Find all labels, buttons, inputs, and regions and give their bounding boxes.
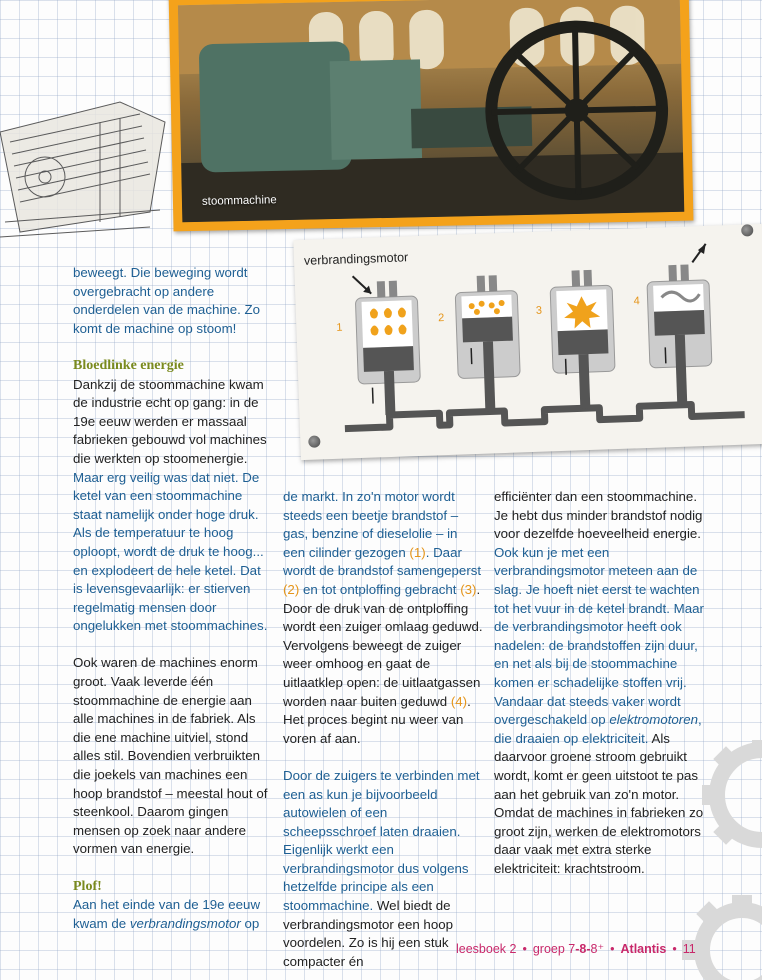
step-number: 4 — [633, 295, 640, 308]
cylinder-step-2 — [437, 274, 522, 413]
paragraph: beweegt. Die beweging wordt overgebracht op andere onderdelen van de machine. Zo komt de machine op stoom! — [73, 265, 261, 336]
steam-engine-photo — [178, 0, 684, 222]
paragraph: Ook waren de machines enorm groot. Vaak leverde één stoommachine de energie aan alle machines in de fabriek. Als die ene machine uitviel, stond alles stil. Bovendien verbruikten die joekels van machines een hoop brandstof – meestal hout of steenkool. Daarom gingen mensen op zoek naar andere vormen van energie. — [73, 655, 268, 857]
cylinder-step-1 — [335, 274, 422, 417]
section-heading-plof: Plof! — [73, 878, 102, 894]
step-number: 2 — [437, 312, 445, 325]
paragraph: efficiënter dan een stoommachine. Je hebt dus minder brandstof nodig voor dezelfde hoeveelheid energie. Ook kun je met een verbrandingsmotor meteen aan de slag. Je hoeft niet eerst te wachten tot het vuur in de ketel brandt. Maar de verbrandingsmotor heeft ook nadelen: de brandstoffen zijn duur, en net als bij de stoommachine komen er schadelijke stoffen vrij. Vandaar dat steeds vaker wordt overgeschakeld op elektromotoren, die draaien op elektriciteit. Als daarvoor groene stroom gebruikt wordt, komt er geen uitstoot te pas aan het gebruik van zo'n motor. Omdat de machines in fabrieken zo groot zijn, werken de elektromotors daar vaak met extra sterke elektriciteit: krachtstroom. — [494, 489, 704, 876]
paragraph: Aan het einde van de 19e eeuw kwam de verbrandingsmotor op — [73, 897, 261, 931]
text-column-1 — [73, 264, 273, 933]
photo-caption: stoommachine — [201, 194, 277, 208]
paragraph: Door de zuigers te verbinden met een as kun je bijvoorbeeld autowielen of een scheepsschroef laten draaien. Eigenlijk werkt een verbrandingsmotor dus volgens hetzelfde principe als een stoommachine. Wel biedt de verbrandingsmotor een hoop voordelen. Zo is hij een stuk compacter én — [283, 767, 480, 969]
book-label: leesboek 2 — [456, 942, 517, 956]
text-column-2 — [283, 488, 483, 971]
page-footer: leesboek 2 • groep 7-8-8⁺ • Atlantis • 11 — [456, 942, 696, 956]
step-number: 1 — [336, 321, 343, 334]
engine-cycle-drawing — [293, 224, 762, 460]
paragraph: de markt. In zo'n motor wordt steeds een beetje brandstof – gas, benzine of dieselolie – in een cilinder gezogen (1). Daar wordt de brandstof samengeperst (2) en tot ontploffing gebracht (3). Door de druk van de ontploffing wordt een zuiger omlaag geduwd. Vervolgens beweegt de zuiger weer omhoog en gaat de uitlaatklep open: de uitlaatgassen worden naar buiten geduwd (4). Het proces begint nu weer van voren af aan. — [283, 489, 483, 746]
diagram-title: verbrandingsmotor — [303, 250, 409, 268]
cylinder-step-4 — [632, 244, 714, 407]
step-number: 3 — [535, 304, 543, 317]
cylinder-step-3 — [535, 269, 617, 410]
combustion-engine-diagram — [293, 224, 762, 460]
steam-engine-photo-frame — [169, 0, 694, 231]
series-label: Atlantis — [620, 942, 667, 956]
page-number: 11 — [682, 942, 696, 956]
group-label: groep 7-8-8⁺ — [532, 942, 605, 956]
paragraph: Dankzij de stoommachine kwam de industrie echt op gang: in de 19e eeuw werden er massaal fabrieken gebouwd vol machines die werkten op stoomenergie. Maar erg veilig was dat niet. De ketel van een stoommachine staat namelijk onder hoge druk. Als de temperatuur te hoog oploopt, wordt de druk te hoog... en explodeert de hele ketel. Dat is levensgevaarlijk: er stierven regelmatig mensen door ongelukken met stoommachines. — [73, 376, 268, 634]
section-heading-bloedlinke: Bloedlinke energie — [73, 357, 184, 373]
engraving-illustration — [0, 92, 170, 242]
